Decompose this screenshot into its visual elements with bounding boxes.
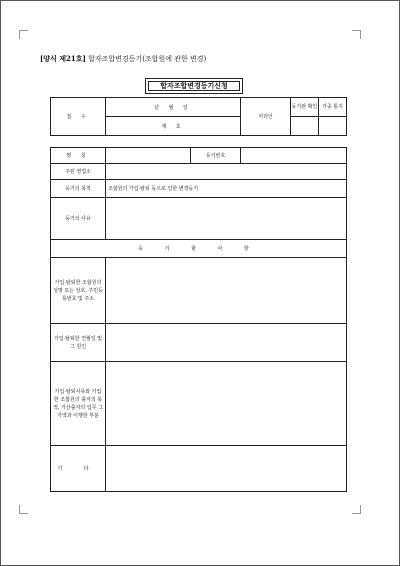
notice-box[interactable]: [319, 117, 346, 135]
form-header: [40, 54, 206, 64]
receipt-date-label: 년 월 일: [106, 98, 241, 117]
crop-mark-top-left: [19, 30, 28, 39]
section-other-label: 기 타: [51, 446, 106, 492]
crop-mark-top-right: [352, 30, 361, 39]
section-member-info-value[interactable]: [106, 258, 347, 324]
section-date-cause-value[interactable]: [106, 324, 347, 362]
check-label: 등기관 확인: [291, 98, 319, 116]
cause-value: 조합원의 가입·탈퇴 등으로 인한 변경등기: [106, 180, 347, 198]
matters-header: 등 기 할 사 항: [51, 240, 347, 258]
check-box[interactable]: [291, 117, 319, 135]
reg-no-value[interactable]: [241, 148, 347, 164]
office-label: 주된 영업소: [51, 164, 106, 180]
office-value[interactable]: [106, 164, 347, 180]
crop-mark-bottom-left: [19, 505, 28, 514]
section-contribution-label: 가입·탈퇴사유와 가입한 조합원의 출자의 목적, 가산출자의 업무 그 가액과 이행한 부분: [51, 362, 106, 446]
crop-mark-bottom-right: [352, 505, 361, 514]
section-member-info-label: 가입·탈퇴한 조합원의 성명 또는 상호, 주민등록번호 및 주소: [51, 258, 106, 324]
name-label: 명 칭: [51, 148, 106, 164]
notice-label: 각종 통지: [322, 104, 343, 110]
main-table: [50, 147, 347, 492]
section-contribution-value[interactable]: [106, 362, 347, 446]
form-subtitle: 합자조합변경등기(조합원에 관한 변경): [88, 55, 207, 63]
cause-label: 등기의 목적: [51, 180, 106, 198]
receipt-label: 접 수: [51, 98, 106, 136]
reason-label: 등기의 사유: [51, 198, 106, 240]
form-title: 합자조합변경등기신청: [145, 78, 243, 94]
reg-no-label: 등기번호: [191, 148, 241, 164]
processor-label: 처리인: [241, 98, 291, 136]
form-number: [양식 제21호]: [40, 54, 86, 63]
receipt-table: [50, 97, 347, 136]
section-other-value[interactable]: [106, 446, 347, 492]
name-value[interactable]: [106, 148, 191, 164]
section-date-cause-label: 가입·탈퇴한 연월일 및 그 원인: [51, 324, 106, 362]
reason-value[interactable]: [106, 198, 347, 240]
receipt-number-label: 제 호: [106, 117, 241, 136]
